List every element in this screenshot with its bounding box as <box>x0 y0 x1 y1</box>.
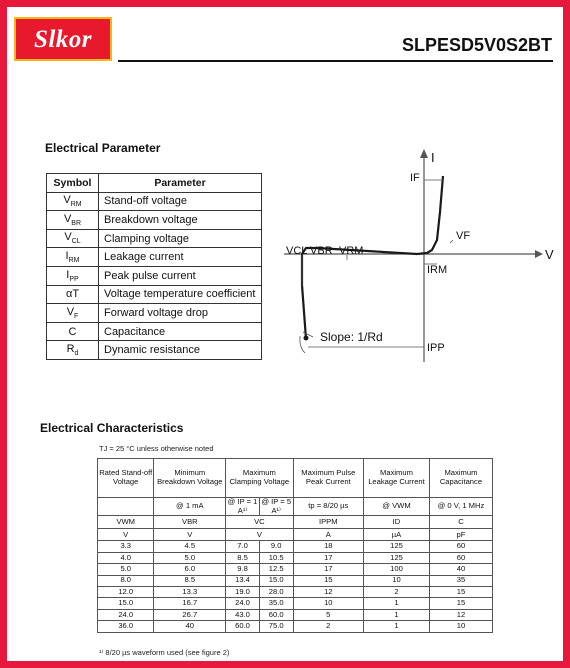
temperature-note: TJ = 25 °C unless otherwise noted <box>99 444 214 453</box>
iv-characteristic-diagram <box>277 142 563 382</box>
parameter-symbol-main: I <box>66 268 70 281</box>
parameter-name: Voltage temperature coefficient <box>99 285 262 304</box>
iv-curve <box>302 176 443 339</box>
clamping-symbol: VC <box>226 516 293 529</box>
peak-condition: tp = 8/20 µs <box>293 498 364 516</box>
clamp-1a-value: 24.0 <box>226 598 260 609</box>
breakdown-header: Minimum Breakdown Voltage <box>154 459 226 498</box>
parameter-symbol-main: V <box>66 305 75 318</box>
breakdown-value: 13.3 <box>154 587 226 598</box>
standoff-value: 24.0 <box>98 609 154 620</box>
part-number-title: SLPESD5V0S2BT <box>401 35 552 55</box>
clamp-5a-condition: @ IP = 5 A¹⁾ <box>261 497 292 515</box>
parameter-row <box>47 211 262 230</box>
leakage-value: 2 <box>364 587 430 598</box>
peak-current-value: 10 <box>293 598 364 609</box>
slope-label: Slope: 1/Rd <box>320 330 383 344</box>
breakdown-condition: @ 1 mA <box>154 498 226 516</box>
parameter-name: Leakage current <box>99 248 262 267</box>
header-divider <box>118 60 553 62</box>
characteristics-unit-row <box>98 529 493 541</box>
parameter-symbol-main: C <box>68 325 77 338</box>
peak-current-value: 17 <box>293 564 364 575</box>
irm-label: IRM <box>427 264 448 276</box>
clamp-1a-value: 19.0 <box>226 587 260 598</box>
capacitance-value: 35 <box>429 575 492 586</box>
characteristics-symbol-row <box>98 516 493 529</box>
capacitance-header: Maximum Capacitance <box>429 459 492 498</box>
breakdown-value: 8.5 <box>154 575 226 586</box>
characteristics-data-row <box>98 587 493 598</box>
parameter-symbol <box>47 248 99 267</box>
breakdown-value: 40 <box>154 621 226 632</box>
clamp-5a-value: 35.0 <box>259 598 293 609</box>
peak-current-value: 17 <box>293 552 364 563</box>
leakage-value: 10 <box>364 575 430 586</box>
v-axis-arrow <box>535 250 543 258</box>
parameter-column-header: Parameter <box>99 174 262 193</box>
peak-current-value: 2 <box>293 621 364 632</box>
leakage-value: 1 <box>364 621 430 632</box>
leakage-value: 125 <box>364 552 430 563</box>
parameter-row <box>47 322 262 341</box>
standoff-value: 8.0 <box>98 575 154 586</box>
parameter-symbol <box>47 266 99 285</box>
leakage-value: 100 <box>364 564 430 575</box>
peak-header: Maximum Pulse Peak Current <box>293 459 364 498</box>
parameter-symbol <box>47 285 99 304</box>
parameter-name: Forward voltage drop <box>99 304 262 323</box>
leakage-symbol: ID <box>364 516 430 529</box>
parameter-symbol-main: V <box>63 194 71 207</box>
peak-symbol: IPPM <box>293 516 364 529</box>
capacitance-symbol: C <box>429 516 492 529</box>
parameter-symbol-main: I <box>65 250 69 263</box>
leakage-value: 1 <box>364 609 430 620</box>
characteristics-data-row <box>98 575 493 586</box>
standoff-value: 4.0 <box>98 552 154 563</box>
parameter-table <box>46 173 262 360</box>
parameter-name: Capacitance <box>99 322 262 341</box>
clamp-1a-value: 13.4 <box>226 575 260 586</box>
leakage-unit: µA <box>364 529 430 541</box>
electrical-characteristics-title: Electrical Characteristics <box>40 421 184 435</box>
leakage-value: 1 <box>364 598 430 609</box>
vf-label: VF <box>456 230 471 242</box>
parameter-name: Breakdown voltage <box>99 211 262 230</box>
capacitance-value: 15 <box>429 587 492 598</box>
parameter-symbol-subscript: PP <box>69 275 79 283</box>
parameter-symbol <box>47 192 99 211</box>
breakdown-symbol: VBR <box>154 516 226 529</box>
parameter-symbol-subscript: RM <box>68 257 80 265</box>
clamp-5a-value: 10.5 <box>259 552 293 563</box>
peak-current-value: 15 <box>293 575 364 586</box>
parameter-symbol-main: V <box>63 212 72 225</box>
clamp-1a-value: 9.8 <box>226 564 260 575</box>
leakage-condition: @ VWM <box>364 498 430 516</box>
parameter-row <box>47 304 262 323</box>
clamp-1a-value: 60.0 <box>226 621 260 632</box>
breakdown-value: 26.7 <box>154 609 226 620</box>
parameter-symbol <box>47 304 99 323</box>
leakage-value: 125 <box>364 541 430 552</box>
characteristics-data-row <box>98 621 493 632</box>
parameter-name: Dynamic resistance <box>99 341 262 360</box>
parameter-name: Peak pulse current <box>99 266 262 285</box>
characteristics-data-row <box>98 598 493 609</box>
characteristics-header-row <box>98 459 493 498</box>
clamp-5a-value: 75.0 <box>259 621 293 632</box>
parameter-row <box>47 285 262 304</box>
capacitance-value: 60 <box>429 541 492 552</box>
capacitance-condition: @ 0 V, 1 MHz <box>429 498 492 516</box>
vf-leader <box>450 240 453 243</box>
parameter-table-header <box>47 174 262 193</box>
ipp-point <box>304 336 309 341</box>
parameter-row <box>47 248 262 267</box>
clamp-5a-value: 12.5 <box>259 564 293 575</box>
parameter-symbol-subscript: RM <box>70 201 82 209</box>
standoff-value: 3.3 <box>98 541 154 552</box>
parameter-row <box>47 229 262 248</box>
standoff-header: Rated Stand-off Voltage <box>98 459 154 498</box>
parameter-row <box>47 192 262 211</box>
clamping-unit: V <box>226 529 293 541</box>
capacitance-value: 40 <box>429 564 492 575</box>
standoff-value: 15.0 <box>98 598 154 609</box>
parameter-symbol <box>47 341 99 360</box>
clamping-header: Maximum Clamping Voltage <box>226 459 293 498</box>
capacitance-value: 60 <box>429 552 492 563</box>
axis-v-label: V <box>545 247 554 262</box>
capacitance-unit: pF <box>429 529 492 541</box>
parameter-symbol-subscript: BR <box>71 220 82 228</box>
standoff-value: 5.0 <box>98 564 154 575</box>
characteristics-data-row <box>98 609 493 620</box>
leakage-header: Maximum Leakage Current <box>364 459 430 498</box>
parameter-symbol <box>47 229 99 248</box>
datasheet-page <box>7 7 563 661</box>
capacitance-value: 10 <box>429 621 492 632</box>
peak-current-value: 12 <box>293 587 364 598</box>
parameter-symbol-main: V <box>64 231 72 244</box>
axis-i-label: I <box>431 150 435 165</box>
characteristics-data-row <box>98 564 493 575</box>
parameter-row <box>47 341 262 360</box>
standoff-value: 36.0 <box>98 621 154 632</box>
clamp-1a-value: 8.5 <box>226 552 260 563</box>
parameter-symbol <box>47 211 99 230</box>
vrm-label: VRM <box>339 245 364 257</box>
clamp-5a-value: 9.0 <box>259 541 293 552</box>
peak-current-value: 18 <box>293 541 364 552</box>
peak-current-value: 5 <box>293 609 364 620</box>
capacitance-value: 15 <box>429 598 492 609</box>
standoff-symbol: VWM <box>98 516 154 529</box>
brand-logo <box>14 17 112 61</box>
clamp-1a-value: 7.0 <box>226 541 260 552</box>
symbol-column-header: Symbol <box>47 174 99 193</box>
parameter-row <box>47 266 262 285</box>
characteristics-condition-row <box>98 498 493 516</box>
parameter-symbol-main: αT <box>65 288 80 301</box>
standoff-value: 12.0 <box>98 587 154 598</box>
standoff-condition <box>98 498 154 516</box>
parameter-name: Clamping voltage <box>99 229 262 248</box>
characteristics-table <box>97 458 493 633</box>
i-axis-arrow <box>420 149 428 158</box>
electrical-parameter-title: Electrical Parameter <box>45 141 161 155</box>
standoff-unit: V <box>98 529 154 541</box>
ipp-label: IPP <box>427 342 445 354</box>
clamp-1a-condition: @ IP = 1 A¹⁾ <box>227 497 258 515</box>
parameter-symbol-subscript: CL <box>71 238 81 246</box>
clamp-5a-value: 28.0 <box>259 587 293 598</box>
breakdown-value: 6.0 <box>154 564 226 575</box>
breakdown-value: 16.7 <box>154 598 226 609</box>
vcl-vbr-label: VCL VBR <box>286 245 333 257</box>
breakdown-unit: V <box>154 529 226 541</box>
peak-unit: A <box>293 529 364 541</box>
brand-logo-text: Slkor <box>33 26 93 53</box>
parameter-symbol <box>47 322 99 341</box>
waveform-footnote: ¹⁾ 8/20 µs waveform used (see figure 2) <box>99 648 230 657</box>
if-label: IF <box>410 172 420 184</box>
parameter-symbol-subscript: d <box>74 350 79 358</box>
clamp-1a-value: 43.0 <box>226 609 260 620</box>
clamp-5a-value: 15.0 <box>259 575 293 586</box>
clamp-5a-value: 60.0 <box>259 609 293 620</box>
parameter-symbol-main: R <box>66 343 75 356</box>
characteristics-data-row <box>98 552 493 563</box>
parameter-name: Stand-off voltage <box>99 192 262 211</box>
characteristics-data-row <box>98 541 493 552</box>
breakdown-value: 4.5 <box>154 541 226 552</box>
capacitance-value: 12 <box>429 609 492 620</box>
breakdown-value: 5.0 <box>154 552 226 563</box>
parameter-symbol-subscript: F <box>74 313 79 321</box>
